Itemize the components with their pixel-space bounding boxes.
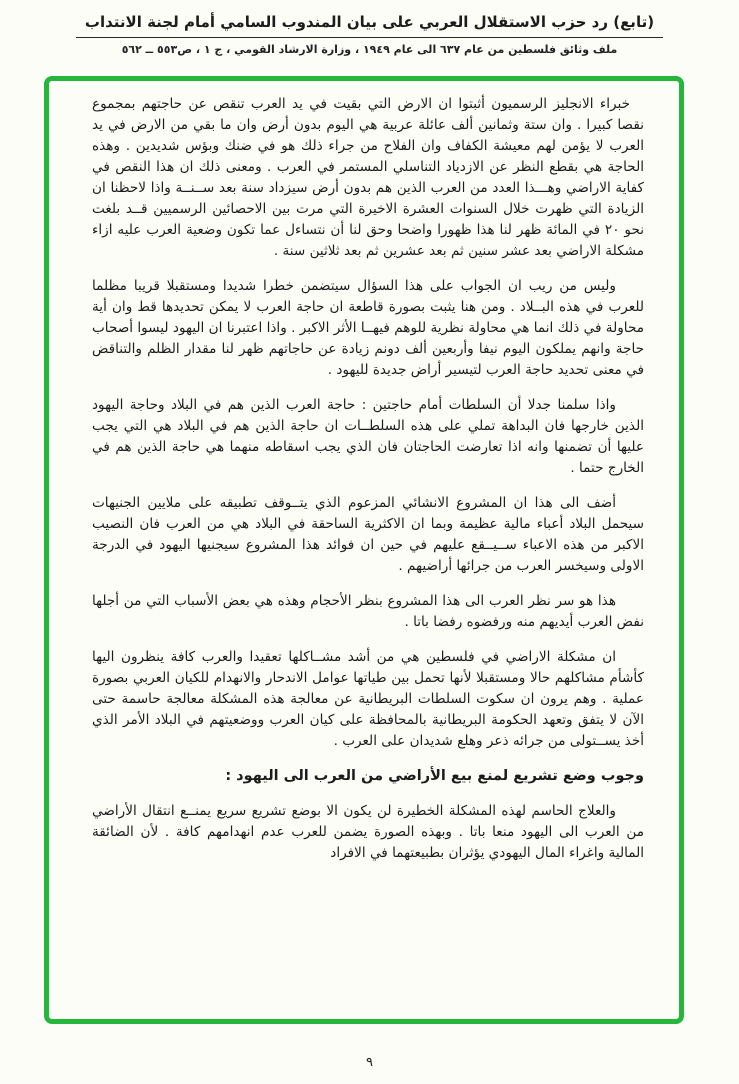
paragraph-3: واذا سلمنا جدلا أن السلطات أمام حاجتين : حاجة العرب الذين هم في البلاد وحاجة اليهود الذين خارجها فان البداهة تملي على هذه السلطــات ان حاجة الذين هم في البلاد هي التي يجب عليها أن تضمنها وانه اذا تعارضت الحاجتان فان الذي يجب اسقاطه منهما هي حاجة الذين هم في الخارج حتما . (92, 397, 644, 476)
paragraph-6: ان مشكلة الاراضي في فلسطين هي من أشد مشــاكلها تعقيدا والعرب كافة ينظرون اليها كأشأم مشاكلهم حالا ومستقبلا لأنها تحمل بين طياتها عوامل الاندحار والانهدام للكيان العربي بصورة عملية . وهم يرون ان سكوت السلطات البريطانية عن معالجة هذه المشكلة معالجة حاسمة حتى الآن لا يتفق وتعهد الحكومة البريطانية بالمحافظة على كيان العرب ووضعيتهم في البلاد الأمر الذي أخذ يســتولى من جرائه ذعر وهلع شديدان على العرب . (92, 649, 644, 749)
paragraph-2: وليس من ريب ان الجواب على هذا السؤال سيتضمن خطرا شديدا ومستقبلا قريبا مظلما للعرب في هذه البــلاد . ومن هنا يثبت بصورة قاطعة ان حاجة العرب لا يمكن تحديدها قط وان أية محاولة في ذلك انما هي محاولة نظرية للوهم فيهــا الأثر الاكبر . واذا اعتبرنا ان اليهود ليسوا أصحاب حاجة وانهم يملكون اليوم نيفا وأربعين ألف دونم زيادة عن حاجاتهم ظهر لنا مقدار الظلم والتناقض في معنى تحديد حاجة العرب لتيسير أراض جديدة لليهود . (92, 278, 644, 378)
paragraph-4: أضف الى هذا ان المشروع الانشائي المزعوم الذي يتــوقف تطبيقه على ملايين الجنيهات سيحمل البلاد أعباء مالية عظيمة وبما ان الاكثرية الساحقة في البلاد هي من العرب فان النصيب الاكبر من هذه الاعباء ســيــقع عليهم في حين ان فوائد هذا المشروع سيجنيها اليهود في الدرجة الاولى وسيخسر العرب من جرائها أراضيهم . (92, 495, 644, 574)
paragraph-1: خبراء الانجليز الرسميون أثبتوا ان الارض التي بقيت في يد العرب تنقص عن حاجتهم بمجموع نقصا كبيرا . وان ستة وثمانين ألف عائلة عربية هي اليوم بدون أرض وان ما بقي من الارض في يد العرب لا يؤمن لهم معيشة الكفاف وان الفلاح من جراء ذلك هو في ضنك وبؤس شديدين . وهذه الحاجة هي بقطع النظر عن الازدياد التناسلي المستمر في العرب . ومعنى ذلك ان هذا النقص في كفاية الاراضي وهـــذا العدد من العرب الذين هم بدون أرض سيزداد سنة بعد ســنــة واذا لاحظنا ان الزيادة التي ظهرت خلال السنوات العشرة الاخيرة التي مرت بين الاحصائين الرسميين قــد بلغت نحو ٢٠ في المائة ظهر لنا هذا ظهورا واضحا وحق لنا أن نتساءل عما تكون وضعية العرب عليه ازاء مشكلة الاراضي بعد عشر سنين ثم بعد عشرين ثم بعد ثلاثين سنة . (92, 96, 645, 259)
document-body (92, 94, 644, 864)
page-header (50, 12, 689, 57)
paragraph-5: هذا هو سر نظر العرب الى هذا المشروع بنظر الأحجام وهذه هي بعض الأسباب التي من أجلها نفض العرب أيديهم منه ورفضوه رفضا باتا . (92, 593, 644, 630)
page-number: ٩ (366, 1055, 373, 1070)
closing-paragraph: والعلاج الحاسم لهذه المشكلة الخطيرة لن يكون الا بوضع تشريع سريع يمنــع انتقال الأراضي من العرب الى اليهود منعا باتا . وبهذه الصورة يضمن للعرب عدم انهدامهم كافة . لأن الضائقة المالية واغراء المال اليهودي يؤثران بطبيعتهما في الافراد (92, 803, 644, 861)
section-heading: وجوب وضع تشريع لمنع بيع الأراضي من العرب الى اليهود : (225, 768, 644, 784)
header-source-line: ملف وثائق فلسطين من عام ٦٣٧ الى عام ١٩٤٩ ، وزارة الارشاد القومي ، ج ١ ، ص٥٥٣ ــ ٥٦٢ (121, 43, 618, 56)
header-title: (تابع) رد حزب الاستقلال العربي على بيان المندوب السامي أمام لجنة الانتداب (84, 13, 655, 31)
header-divider (76, 37, 664, 38)
